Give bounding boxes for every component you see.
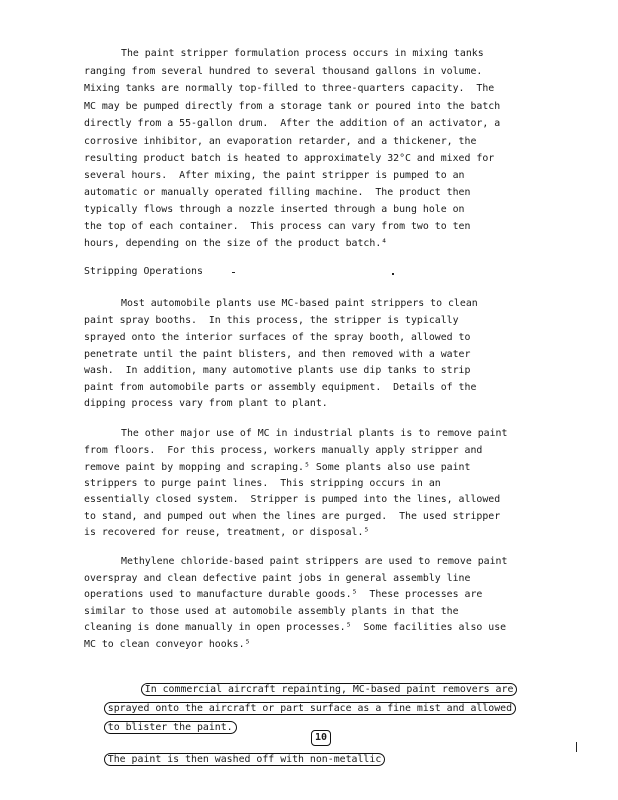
paragraph-4-line: Methylene chloride-based paint strippers are used to remove paint [121,556,508,567]
paragraph-2-line: wash. In addition, many automotive plants use dip tanks to strip [84,365,471,376]
paragraph-4-line: similar to those used at automobile assembly plants in that the [84,606,459,617]
paragraph-3-line: remove paint by mopping and scraping.⁵ Some plants also use paint [84,462,471,473]
paragraph-1-line: Mixing tanks are normally top-filled to three-quarters capacity. The [84,83,495,94]
paragraph-2-line: dipping process vary from plant to plant. [84,398,328,409]
highlighted-text: The paint is then washed off with non-metallic [104,753,385,766]
scan-speck [232,272,235,273]
paragraph-1-line: directly from a 55-gallon drum. After the addition of an activator, a [84,118,501,129]
paragraph-2-line: paint from automobile parts or assembly equipment. Details of the [84,382,477,393]
highlighted-text: to blister the paint. [104,721,237,734]
paragraph-4-line: overspray and clean defective paint jobs in general assembly line [84,573,471,584]
highlighted-text: sprayed onto the aircraft or part surface as a fine mist and allowed [104,702,516,715]
paragraph-1-line: several hours. After mixing, the paint stripper is pumped to an [84,170,465,181]
paragraph-1-line: corrosive inhibitor, an evaporation retarder, and a thickener, the [84,136,477,147]
paragraph-3-line: essentially closed system. Stripper is pumped into the lines, allowed [84,494,501,505]
highlighted-text: In commercial aircraft repainting, MC-based paint removers are [141,683,518,696]
paragraph-2-line: penetrate until the paint blisters, and then removed with a water [84,349,471,360]
paragraph-1-line: The paint stripper formulation process occurs in mixing tanks [121,48,484,59]
paragraph-2-line: paint spray booths. In this process, the stripper is typically [84,315,459,326]
paragraph-4-line: cleaning is done manually in open processes.⁵ Some facilities also use [84,622,507,633]
scan-speck [392,273,394,275]
section-heading: Stripping Operations [84,266,203,277]
paragraph-3-line: to stand, and pumped out when the lines are purged. The used stripper [84,511,501,522]
paragraph-2-line: sprayed onto the interior surfaces of the spray booth, allowed to [84,332,471,343]
paragraph-1-line: the top of each container. This process can vary from two to ten [84,221,471,232]
paragraph-1-line: hours, depending on the size of the product batch.⁴ [84,238,388,249]
paragraph-3-line: is recovered for reuse, treatment, or disposal.⁵ [84,527,370,538]
page-number: 10 [311,730,331,746]
paragraph-1-line: MC may be pumped directly from a storage tank or poured into the batch [84,101,501,112]
scan-mark [576,742,577,752]
paragraph-4-line: MC to clean conveyor hooks.⁵ [84,639,251,650]
paragraph-1-line: typically flows through a nozzle inserted through a bung hole on [84,204,465,215]
paragraph-1-line: resulting product batch is heated to approximately 32°C and mixed for [84,153,495,164]
paragraph-4-line: operations used to manufacture durable goods.⁵ These processes are [84,589,483,600]
paragraph-3-line: from floors. For this process, workers manually apply stripper and [84,445,483,456]
paragraph-3-line: The other major use of MC in industrial plants is to remove paint [121,428,508,439]
paragraph-5-line [84,685,516,714]
paragraph-1-line: ranging from several hundred to several thousand gallons in volume. [84,66,483,77]
paragraph-5-line [121,666,517,695]
paragraph-3-line: strippers to purge paint lines. This stripping occurs in an [84,478,441,489]
paragraph-1-line: automatic or manually operated filling machine. The product then [84,187,471,198]
paragraph-2-line: Most automobile plants use MC-based paint strippers to clean [121,298,478,309]
